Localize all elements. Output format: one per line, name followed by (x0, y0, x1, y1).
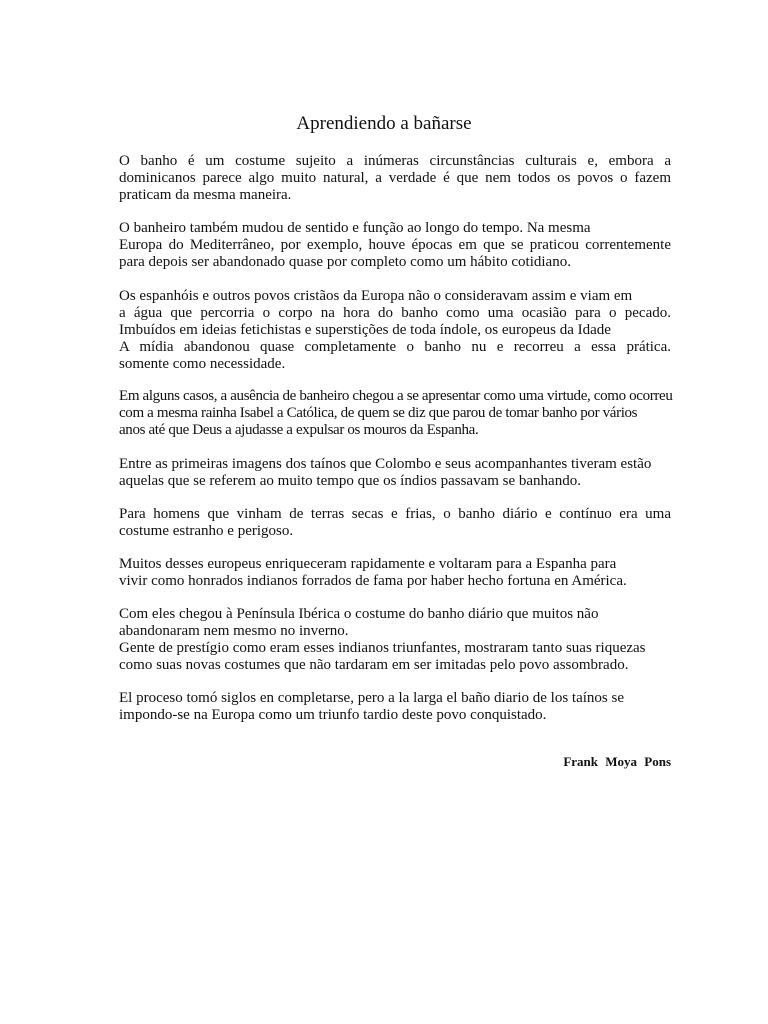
paragraph-5 (119, 456, 671, 490)
text-line: dominicanos parece algo muito natural, a verdade é que nem todos os povos o fazem (119, 170, 671, 186)
text-line: Europa do Mediterrâneo, por exemplo, houve épocas em que se praticou correntemente (119, 237, 671, 253)
text-line: Muitos desses europeus enriqueceram rapidamente e voltaram para a Espanha para (119, 556, 617, 572)
text-line: Com eles chegou à Península Ibérica o costume do banho diário que muitos não (119, 606, 599, 622)
text-line: Em alguns casos, a ausência de banheiro chegou a se apresentar como uma virtude, como ocorreu (119, 388, 673, 404)
paragraph-3 (119, 288, 671, 373)
text-line: A mídia abandonou quase completamente o banho nu e recorreu a essa prática. (119, 339, 671, 355)
text-line: aquelas que se referem ao muito tempo que os índios passavam se banhando. (119, 473, 581, 489)
text-line: Gente de prestígio como eram esses indianos triunfantes, mostraram tanto suas riquezas (119, 640, 646, 656)
text-line: praticam da mesma maneira. (119, 187, 292, 203)
author-signature: Frank Moya Pons (563, 754, 671, 769)
text-line: El proceso tomó siglos en completarse, pero a la larga el baño diario de los taínos se (119, 690, 624, 706)
paragraph-8 (119, 606, 671, 674)
text-line: abandonaram nem mesmo no inverno. (119, 623, 349, 639)
paragraph-4 (119, 388, 671, 439)
text-line: somente como necessidade. (119, 356, 286, 372)
document-title: Aprendiendo a bañarse (296, 113, 472, 134)
text-line: vivir como honrados indianos forrados de fama por haber hecho fortuna en América. (119, 573, 627, 589)
paragraph-1 (119, 153, 671, 204)
text-line: costume estranho e perigoso. (119, 523, 294, 539)
text-line: anos até que Deus a ajudasse a expulsar os mouros da Espanha. (119, 422, 479, 438)
text-line: Para homens que vinham de terras secas e frias, o banho diário e contínuo era uma (119, 506, 671, 522)
paragraph-2 (119, 220, 671, 271)
text-line: Entre as primeiras imagens dos taínos que Colombo e seus acompanhantes tiveram estão (119, 456, 652, 472)
paragraph-6 (119, 506, 671, 540)
text-line: como suas novas costumes que não tardaram em ser imitadas pelo povo assombrado. (119, 657, 629, 673)
text-line: com a mesma rainha Isabel a Católica, de quem se diz que parou de tomar banho por vários (119, 405, 638, 421)
text-line: a água que percorria o corpo na hora do banho como uma ocasião para o pecado. (119, 305, 671, 321)
text-line: O banheiro também mudou de sentido e função ao longo do tempo. Na mesma (119, 220, 591, 236)
text-line: Imbuídos em ideias fetichistas e superstições de toda índole, os europeus da Idade (119, 322, 611, 338)
text-line: Os espanhóis e outros povos cristãos da Europa não o consideravam assim e viam em (119, 288, 633, 304)
paragraph-7 (119, 556, 671, 590)
text-line: para depois ser abandonado quase por completo como um hábito cotidiano. (119, 254, 571, 270)
paragraph-9 (119, 690, 671, 724)
text-line: impondo-se na Europa como um triunfo tardio deste povo conquistado. (119, 707, 547, 723)
text-line: O banho é um costume sujeito a inúmeras circunstâncias culturais e, embora a (119, 153, 671, 169)
